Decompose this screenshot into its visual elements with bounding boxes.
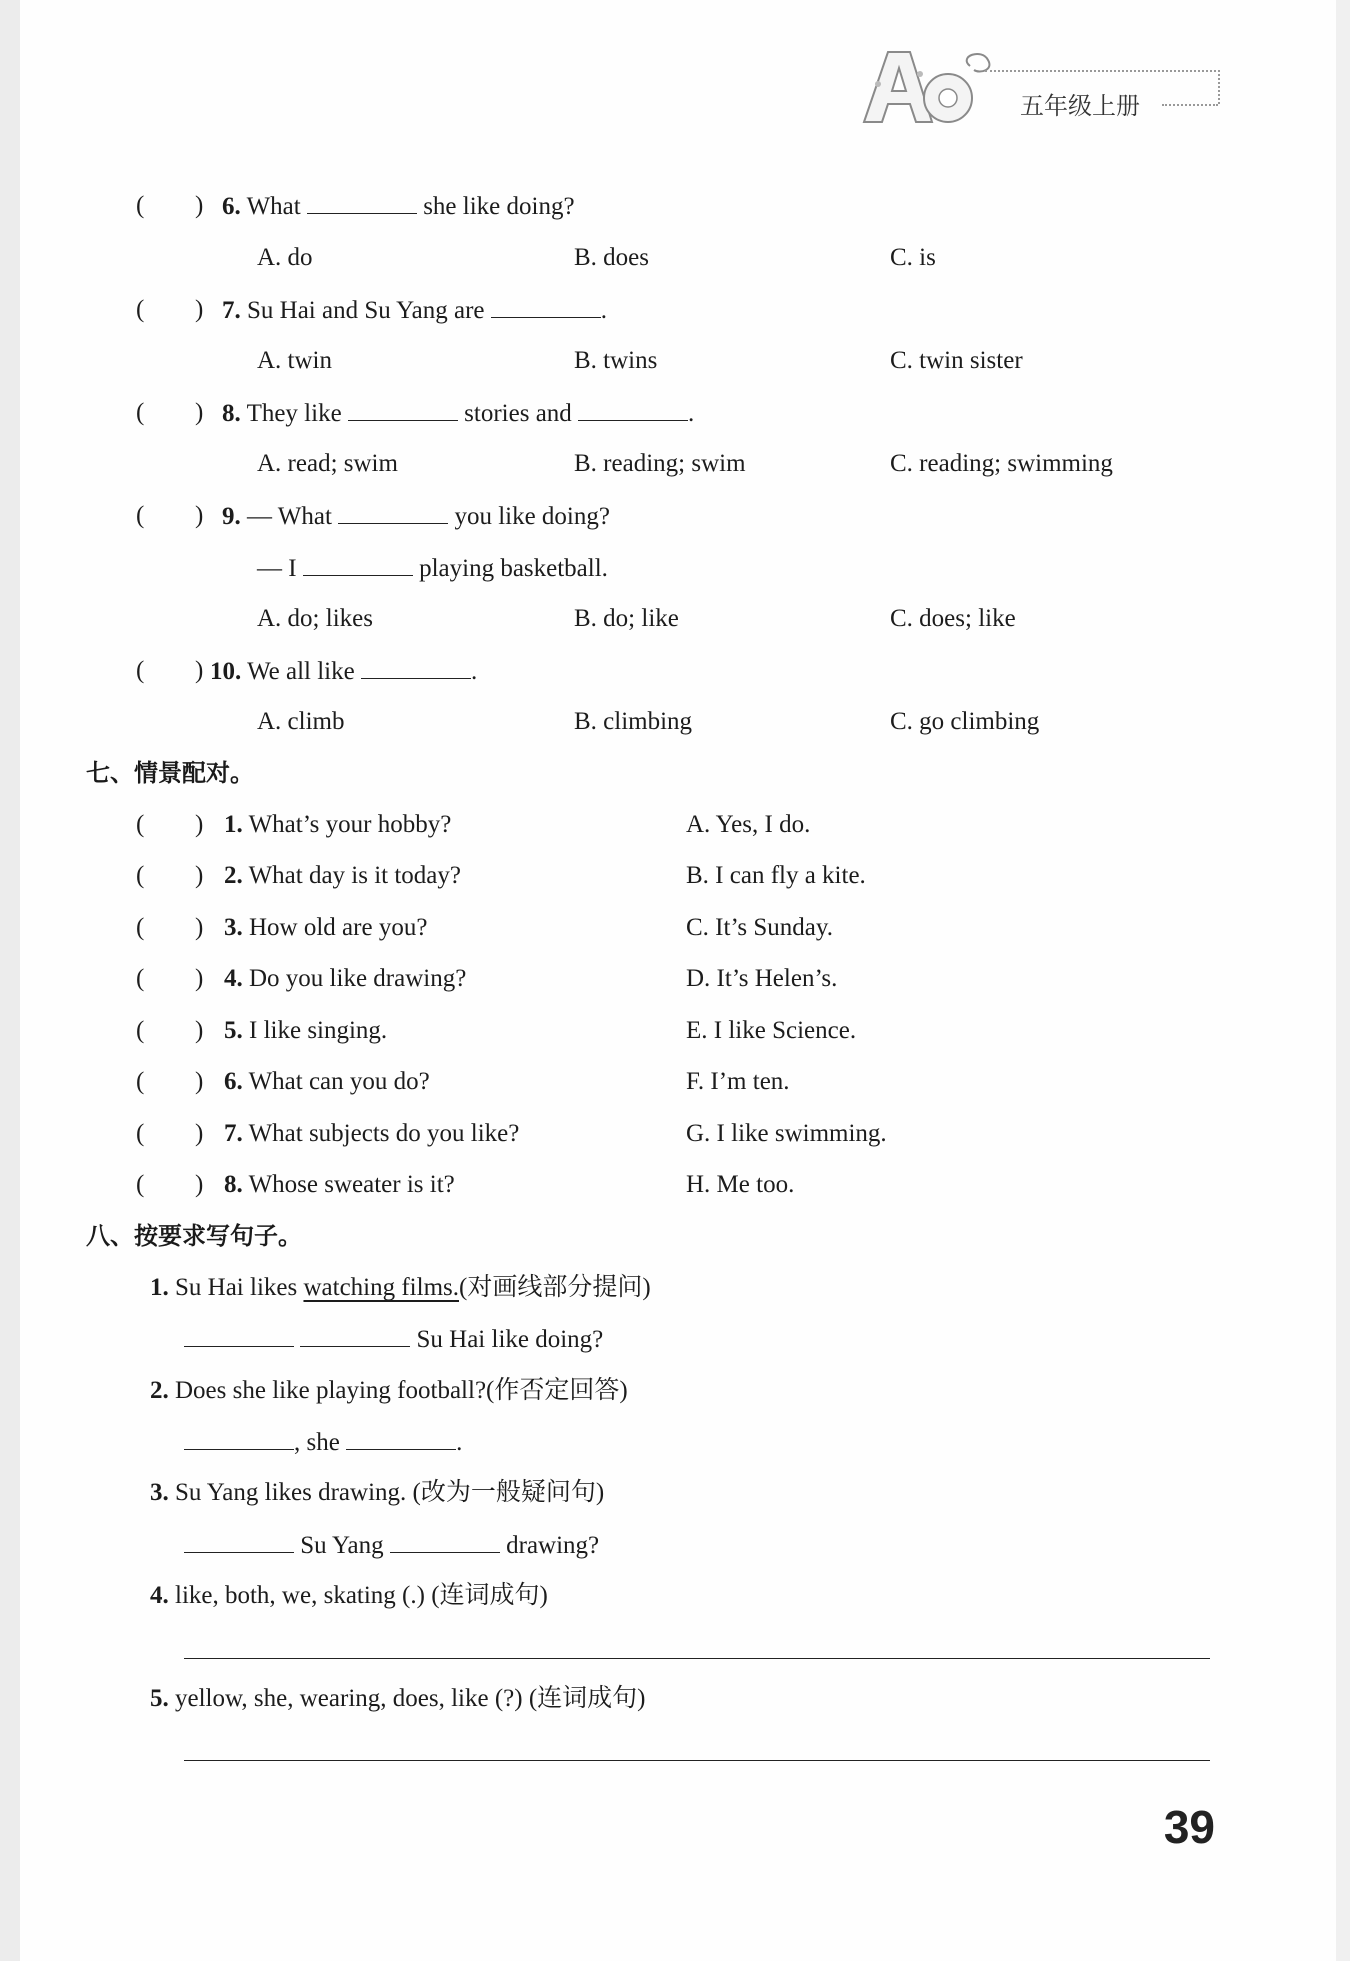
underlined-phrase: watching films.	[303, 1274, 459, 1301]
question-number: 6.	[222, 193, 241, 220]
option-c: C. twin sister	[890, 347, 1023, 374]
answer-blank[interactable]	[390, 1529, 500, 1553]
abc-bubble-logo-icon	[858, 44, 998, 128]
answer-row	[184, 1323, 603, 1356]
match-question	[224, 963, 466, 995]
question-text: — I	[257, 555, 297, 582]
question-text: Whose sweater is it?	[248, 1171, 455, 1198]
answer-blank[interactable]	[491, 294, 601, 318]
answer-blank[interactable]	[578, 397, 688, 421]
question-text: yellow, she, wearing, does, like (?)	[175, 1685, 523, 1712]
page-edge-right	[1336, 0, 1350, 1961]
question-text: I like singing.	[249, 1017, 388, 1044]
answer-text: .	[456, 1429, 463, 1456]
question-text: .	[688, 400, 695, 427]
match-question	[224, 912, 427, 944]
question-number: 7.	[224, 1120, 243, 1147]
rewrite-item	[150, 1477, 604, 1509]
match-question	[224, 1118, 519, 1150]
option-b: B. reading; swim	[574, 450, 746, 477]
question-number: 1.	[150, 1274, 169, 1301]
option-a: A. twin	[257, 347, 332, 374]
answer-blank[interactable]	[303, 552, 413, 576]
question-row: )	[195, 192, 204, 219]
question-text: Do you like drawing?	[249, 965, 467, 992]
option-b: B. climbing	[574, 708, 693, 735]
answer-blank[interactable]	[307, 190, 417, 214]
option-b: B. do; like	[574, 605, 679, 632]
option-b: B. twins	[574, 347, 658, 374]
question-number: 1.	[224, 811, 243, 838]
match-question	[224, 1015, 387, 1047]
rewrite-item	[150, 1375, 628, 1407]
question-text: Does she like playing football?	[175, 1377, 487, 1404]
question-text: How old are you?	[249, 914, 428, 941]
question-number: 4.	[224, 965, 243, 992]
question-row	[222, 294, 607, 327]
answer-blank[interactable]	[338, 500, 448, 524]
answer-line[interactable]	[184, 1658, 1210, 1659]
workbook-page: 五年级上册 ( ) 6. What she like doing? A. do B. does C. is ( ) 7. Su Hai and Su Yang are . A. twin B. twins C. twin sister ( ) 8. They like stories and . A. read; swim B. reading; swim C. reading; swimming ( ) 9. — What you like doing? — I playing basketball. A. do; likes B. do; like C. does; like ( ) 10. We all like . A. climb B. climbing C. go climbing 七、情景配对。 ( ) 1. What’s your hobby? A. Yes, I do. ( ) 2. What day is it today? B. I can fly a kite. ( ) 3. How old are you? C. It’s Sunday. ( ) 4. Do you like drawing? D. It’s Helen’s. ( ) 5. I like singing. E. I like Science. ( ) 6. What can you do? F. I’m ten. ( ) 7. What subjects do you like? G. I like swimming. ( ) 8. Whose sweater is it? H. Me too. 八、按要求写句子。 1. Su Hai likes watching films.(对画线部分提问) Su Hai like doing? 2. Does she like playing football?(作否定回答) , she . 3. Su Yang likes drawing. (改为一般疑问句) Su Yang drawing? 4. like, both, we, skating (.) (连词成句) 5. yellow, she, wearing, does, like (?) (连词成句) 39	[0, 0, 1350, 1961]
question-text: They like	[246, 400, 342, 427]
question-number: 2.	[150, 1377, 169, 1404]
question-number: 3.	[224, 914, 243, 941]
question-text: Su Hai likes	[175, 1274, 298, 1301]
question-number: 10.	[210, 658, 242, 685]
rewrite-item	[150, 1580, 548, 1612]
option-b: B. does	[574, 244, 649, 271]
instruction-hint: (对画线部分提问)	[459, 1274, 651, 1301]
option-c: C. does; like	[890, 605, 1016, 632]
answer-row	[184, 1426, 462, 1459]
question-number: 5.	[150, 1685, 169, 1712]
header-dotted-line	[985, 70, 1220, 72]
option-a: A. read; swim	[257, 450, 398, 477]
answer-text: , she	[294, 1429, 340, 1456]
option-a: A. do	[257, 244, 313, 271]
question-text: What’s your hobby?	[248, 811, 452, 838]
answer-text: Su Hai like doing?	[416, 1326, 604, 1353]
option-c: C. reading; swimming	[890, 450, 1113, 477]
answer-blank[interactable]	[348, 397, 458, 421]
match-answer: F. I’m ten.	[686, 1068, 790, 1095]
answer-line[interactable]	[184, 1760, 1210, 1761]
section-7-title: 七、情景配对。	[86, 759, 254, 787]
match-answer: G. I like swimming.	[686, 1120, 887, 1147]
question-number: 9.	[222, 503, 241, 530]
question-text: — What	[247, 503, 332, 530]
question-text: you like doing?	[454, 503, 610, 530]
match-answer: H. Me too.	[686, 1171, 795, 1198]
answer-blank[interactable]	[184, 1529, 294, 1553]
question-number: 3.	[150, 1479, 169, 1506]
match-question	[224, 1169, 455, 1201]
answer-blank[interactable]	[346, 1426, 456, 1450]
option-a: A. do; likes	[257, 605, 373, 632]
option-c: C. is	[890, 244, 936, 271]
answer-blank[interactable]	[184, 1323, 294, 1347]
page-number: 39	[1163, 1801, 1215, 1853]
question-number: 2.	[224, 862, 243, 889]
answer-blank[interactable]	[300, 1323, 410, 1347]
answer-row	[184, 1529, 599, 1562]
match-answer: A. Yes, I do.	[686, 811, 811, 838]
question-row: (	[136, 192, 145, 219]
question-number: 8.	[222, 400, 241, 427]
question-text: playing basketball.	[419, 555, 608, 582]
question-row	[222, 190, 575, 223]
question-number: 4.	[150, 1582, 169, 1609]
question-text: What day is it today?	[248, 862, 462, 889]
question-text: Su Hai and Su Yang are	[247, 297, 485, 324]
match-answer: B. I can fly a kite.	[686, 862, 866, 889]
instruction-hint: (连词成句)	[528, 1685, 646, 1712]
answer-text: drawing?	[506, 1532, 600, 1559]
question-number: 6.	[224, 1068, 243, 1095]
question-text: What subjects do you like?	[248, 1120, 520, 1147]
page-edge-left	[0, 0, 20, 1961]
option-c: C. go climbing	[890, 708, 1040, 735]
match-question	[224, 809, 451, 841]
question-row	[222, 397, 694, 430]
match-question	[224, 1066, 430, 1098]
question-text: Su Yang likes drawing.	[175, 1479, 407, 1506]
question-text: .	[470, 658, 478, 685]
answer-text: Su Yang	[300, 1532, 384, 1559]
instruction-hint: (连词成句)	[431, 1582, 548, 1609]
question-text: .	[600, 297, 607, 324]
question-number: 5.	[224, 1017, 243, 1044]
question-row	[222, 500, 610, 533]
question-text: What	[246, 193, 301, 220]
grade-label: 五年级上册	[1020, 92, 1140, 120]
header-dotted-side	[1218, 70, 1220, 104]
question-number: 8.	[224, 1171, 243, 1198]
header-dotted-bottom	[1162, 104, 1218, 106]
question-text: What can you do?	[248, 1068, 430, 1095]
rewrite-item	[150, 1683, 645, 1715]
question-row	[257, 552, 608, 585]
instruction-hint: (作否定回答)	[486, 1377, 628, 1404]
question-text: like, both, we, skating (.)	[175, 1582, 425, 1609]
match-answer: D. It’s Helen’s.	[686, 965, 838, 992]
question-text: stories and	[464, 400, 572, 427]
question-text: We all like	[247, 658, 355, 685]
answer-blank[interactable]	[184, 1426, 294, 1450]
question-row	[210, 655, 477, 688]
match-answer: C. It’s Sunday.	[686, 914, 833, 941]
question-text: she like doing?	[423, 193, 575, 220]
question-number: 7.	[222, 297, 241, 324]
instruction-hint: (改为一般疑问句)	[412, 1479, 605, 1506]
rewrite-item	[150, 1272, 651, 1304]
section-8-title: 八、按要求写句子。	[86, 1222, 302, 1250]
match-question	[224, 860, 461, 892]
answer-blank[interactable]	[361, 655, 471, 679]
option-a: A. climb	[257, 708, 345, 735]
match-answer: E. I like Science.	[686, 1017, 857, 1044]
